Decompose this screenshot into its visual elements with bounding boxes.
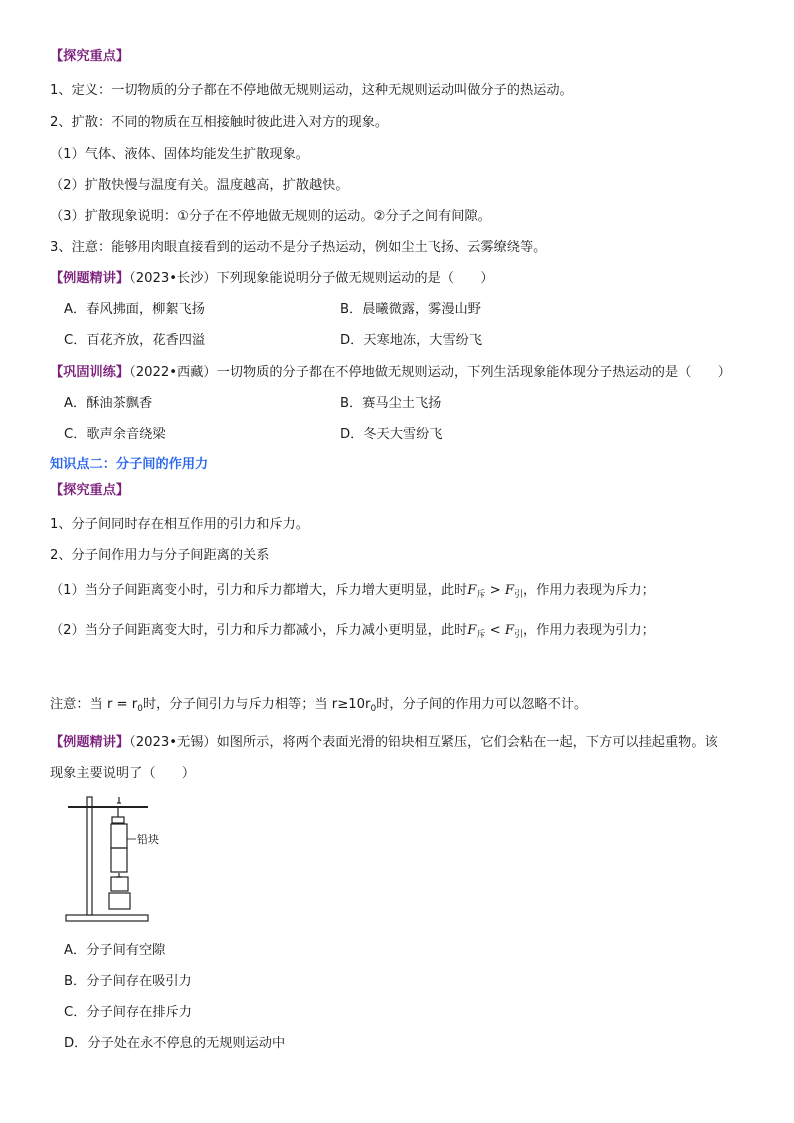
lead-block-figure [62, 793, 162, 929]
example2-option-d[interactable]: D．分子处在永不停息的无规则运动中 [64, 1036, 286, 1051]
lead-block-lower [111, 848, 127, 872]
less-than-sign: < [485, 623, 505, 638]
hanger [112, 817, 124, 823]
distance-note [50, 696, 587, 715]
attraction-symbol: F [504, 623, 514, 638]
section2-title: 知识点二：分子间的作用力 [50, 457, 209, 472]
note-part-c: 时，分子间的作用力可以忽略不计。 [376, 697, 588, 712]
example1-option-a[interactable]: A．春风拂面，柳絮飞扬 [64, 302, 205, 317]
force-paragraph-2: 2、分子间作用力与分子间距离的关系 [50, 548, 270, 563]
attraction-subscript: 引 [513, 590, 523, 600]
weight-lower [109, 893, 130, 909]
practice1-option-c[interactable]: C．歌声余音绕梁 [64, 427, 166, 442]
note-part-a: 注意：当 r = r [50, 697, 138, 712]
force-paragraph-1: 1、分子间同时存在相互作用的引力和斥力。 [50, 517, 309, 532]
example2-option-a[interactable]: A．分子间有空隙 [64, 943, 166, 958]
example1-option-d[interactable]: D．天寒地冻，大雪纷飞 [340, 333, 483, 348]
note-part-b: 时，分子间引力与斥力相等；当 r≥10r [142, 697, 371, 712]
definition-paragraph: 1、定义：一切物质的分子都在不停地做无规则运动，这种无规则运动叫做分子的热运动。 [50, 83, 573, 98]
section1-heading: 【探究重点】 [50, 49, 130, 64]
example2-option-b[interactable]: B．分子间存在吸引力 [64, 974, 192, 989]
practice1-stem: （2022•西藏）一切物质的分子都在不停地做无规则运动，下列生活现象能体现分子热运动的是（ ） [129, 365, 731, 380]
repulsion-symbol: F [467, 623, 477, 638]
example1-option-c[interactable]: C．百花齐放，花香四溢 [64, 333, 206, 348]
example2-question-line1 [50, 734, 718, 752]
diffusion-point-3: （3）扩散现象说明：①分子在不停地做无规则的运动。②分子之间有间隙。 [50, 209, 491, 224]
repulsion-subscript: 斥 [476, 630, 486, 640]
example2-tag: 【例题精讲】 [50, 735, 130, 750]
stand-pole [87, 797, 92, 915]
diffusion-paragraph: 2、扩散：不同的物质在互相接触时彼此进入对方的现象。 [50, 115, 389, 130]
example1-stem: （2023•长沙）下列现象能说明分子做无规则运动的是（ ） [129, 271, 494, 286]
attraction-symbol: F [504, 583, 514, 598]
example1-question [50, 270, 494, 288]
force-case-1 [50, 582, 655, 601]
note-paragraph: 3、注意：能够用肉眼直接看到的运动不是分子热运动，例如尘土飞扬、云雾缭绕等。 [50, 240, 547, 255]
lead-block-label: 铅块 [137, 833, 159, 846]
practice1-option-d[interactable]: D．冬天大雪纷飞 [340, 427, 443, 442]
example1-option-b[interactable]: B．晨曦微露，雾漫山野 [340, 302, 481, 317]
practice1-question [50, 364, 731, 382]
practice1-option-b[interactable]: B．赛马尘土飞扬 [340, 396, 442, 411]
repulsion-subscript: 斥 [476, 590, 486, 600]
note-subscript-1: 0 [137, 704, 143, 714]
force-case-2 [50, 622, 655, 641]
note-subscript-2: 0 [370, 704, 377, 714]
example2-stem-2: 现象主要说明了（ ） [50, 766, 196, 781]
lead-block-upper [111, 824, 127, 848]
force-case-2-tail: ，作用力表现为引力； [522, 623, 655, 638]
practice1-tag: 【巩固训练】 [50, 365, 130, 380]
practice1-option-a[interactable]: A．酥油茶飘香 [64, 396, 153, 411]
force-case-1-tail: ，作用力表现为斥力； [522, 583, 655, 598]
repulsion-symbol: F [467, 583, 477, 598]
diffusion-point-1: （1）气体、液体、固体均能发生扩散现象。 [50, 147, 309, 162]
section2-heading: 【探究重点】 [50, 483, 130, 498]
force-case-2-text: （2）当分子间距离变大时，引力和斥力都减小，斥力减小更明显，此时 [50, 623, 468, 638]
weight-upper [111, 877, 128, 891]
stand-base [66, 915, 148, 921]
diffusion-point-2: （2）扩散快慢与温度有关。温度越高，扩散越快。 [50, 178, 349, 193]
force-case-1-text: （1）当分子间距离变小时，引力和斥力都增大，斥力增大更明显，此时 [50, 583, 468, 598]
attraction-subscript: 引 [513, 630, 523, 640]
greater-than-sign: > [485, 583, 505, 598]
example2-stem-1: （2023•无锡）如图所示，将两个表面光滑的铅块相互紧压，它们会粘在一起，下方可以挂起重物。该 [129, 735, 718, 750]
example1-tag: 【例题精讲】 [50, 271, 130, 286]
example2-option-c[interactable]: C．分子间存在排斥力 [64, 1005, 192, 1020]
